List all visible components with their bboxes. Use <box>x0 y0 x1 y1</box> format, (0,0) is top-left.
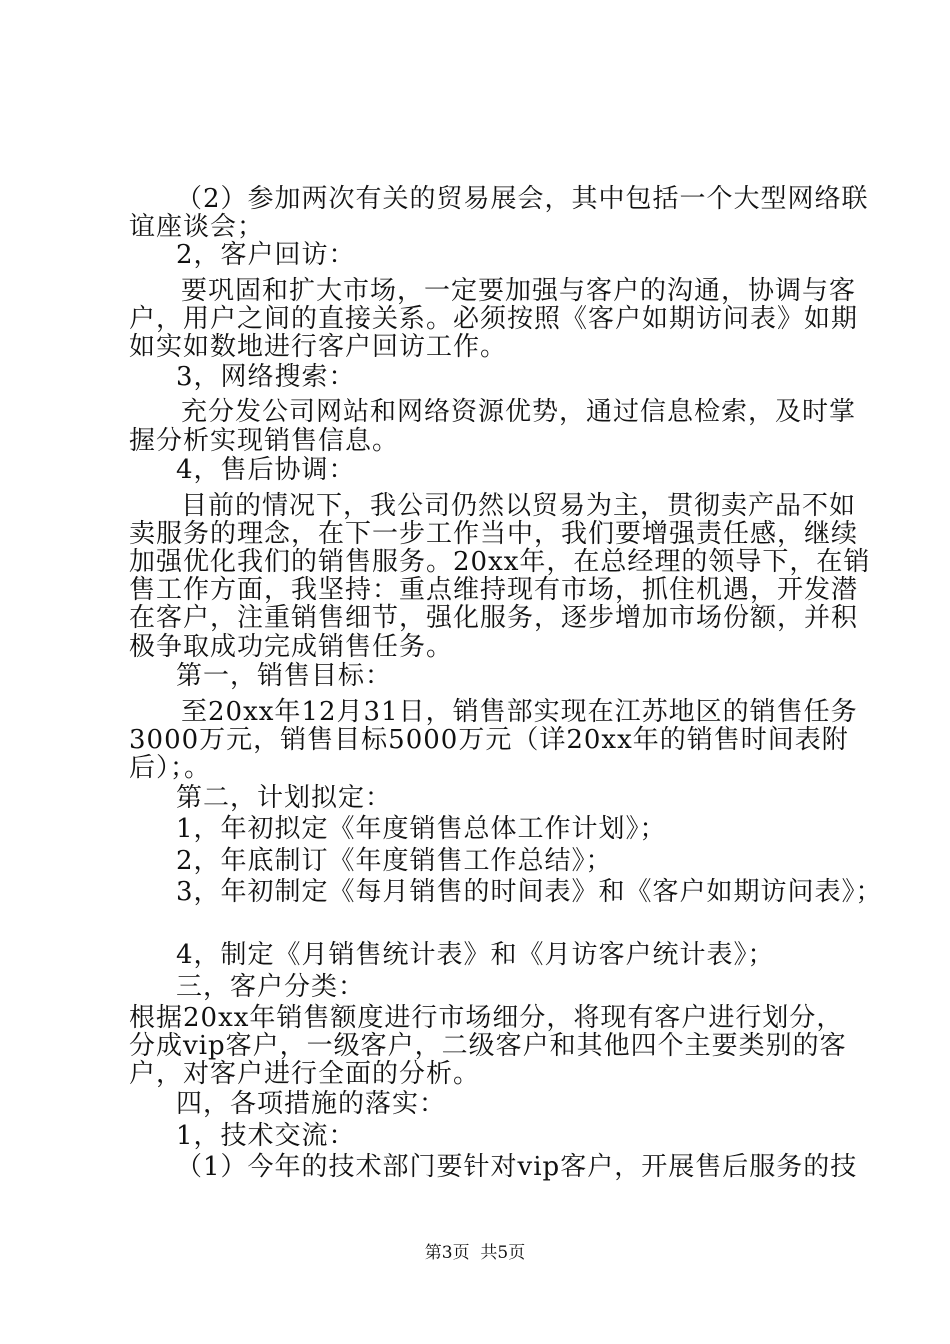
text-line: 至20xx年12月31日，销售部实现在江苏地区的销售任务 <box>181 697 858 727</box>
text-line: 三，客户分类： <box>176 972 366 1002</box>
text-line: 3，网络搜索： <box>176 362 356 392</box>
text-line: （2）参加两次有关的贸易展会，其中包括一个大型网络联 <box>176 184 869 214</box>
text-line: 2，年底制订《年度销售工作总结》； <box>176 846 613 876</box>
text-line: 四，各项措施的落实： <box>176 1089 447 1119</box>
text-line: 户，用户之间的直接关系。必须按照《客户如期访问表》如期 <box>129 304 859 334</box>
text-line: 根据20xx年销售额度进行市场细分，将现有客户进行划分， <box>129 1003 844 1033</box>
text-line: 充分发公司网站和网络资源优势，通过信息检索，及时掌 <box>181 397 857 427</box>
text-line: 在客户，注重销售细节，强化服务，逐步增加市场份额，并积 <box>129 603 859 633</box>
text-line: 后）；。 <box>129 753 212 783</box>
text-line: 4，制定《月销售统计表》和《月访客户统计表》； <box>176 940 775 970</box>
text-line: 要巩固和扩大市场，一定要加强与客户的沟通，协调与客 <box>181 276 857 306</box>
text-line: 3000万元，销售目标5000万元（详20xx年的销售时间表附 <box>129 725 849 755</box>
text-line: 极争取成功完成销售任务。 <box>129 632 454 662</box>
text-line: （1）今年的技术部门要针对vip客户，开展售后服务的技 <box>176 1152 858 1182</box>
text-line: 卖服务的理念，在下一步工作当中，我们要增强责任感，继续 <box>129 519 859 549</box>
text-line: 户，对客户进行全面的分析。 <box>129 1059 481 1089</box>
text-line: 握分析实现销售信息。 <box>129 426 400 456</box>
text-line: 2，客户回访： <box>176 240 356 270</box>
text-line: 目前的情况下，我公司仍然以贸易为主，贯彻卖产品不如 <box>181 491 857 521</box>
text-line: 1，技术交流： <box>176 1121 356 1151</box>
text-line: 1，年初拟定《年度销售总体工作计划》； <box>176 814 667 844</box>
text-line: 3，年初制定《每月销售的时间表》和《客户如期访问表》； <box>176 877 883 907</box>
text-line: 第一，销售目标： <box>176 661 393 691</box>
text-line: 加强优化我们的销售服务。20xx年，在总经理的领导下，在销 <box>129 547 871 577</box>
text-line: 第二，计划拟定： <box>176 783 393 813</box>
text-line: 4，售后协调： <box>176 455 356 485</box>
text-line: 分成vip客户，一级客户，二级客户和其他四个主要类别的客 <box>129 1031 847 1061</box>
text-line: 如实如数地进行客户回访工作。 <box>129 332 508 362</box>
page-footer: 第3页 共5页 <box>424 1243 526 1263</box>
text-line: 售工作方面，我坚持：重点维持现有市场，抓住机遇，开发潜 <box>129 575 859 605</box>
text-line: 谊座谈会； <box>129 212 265 242</box>
